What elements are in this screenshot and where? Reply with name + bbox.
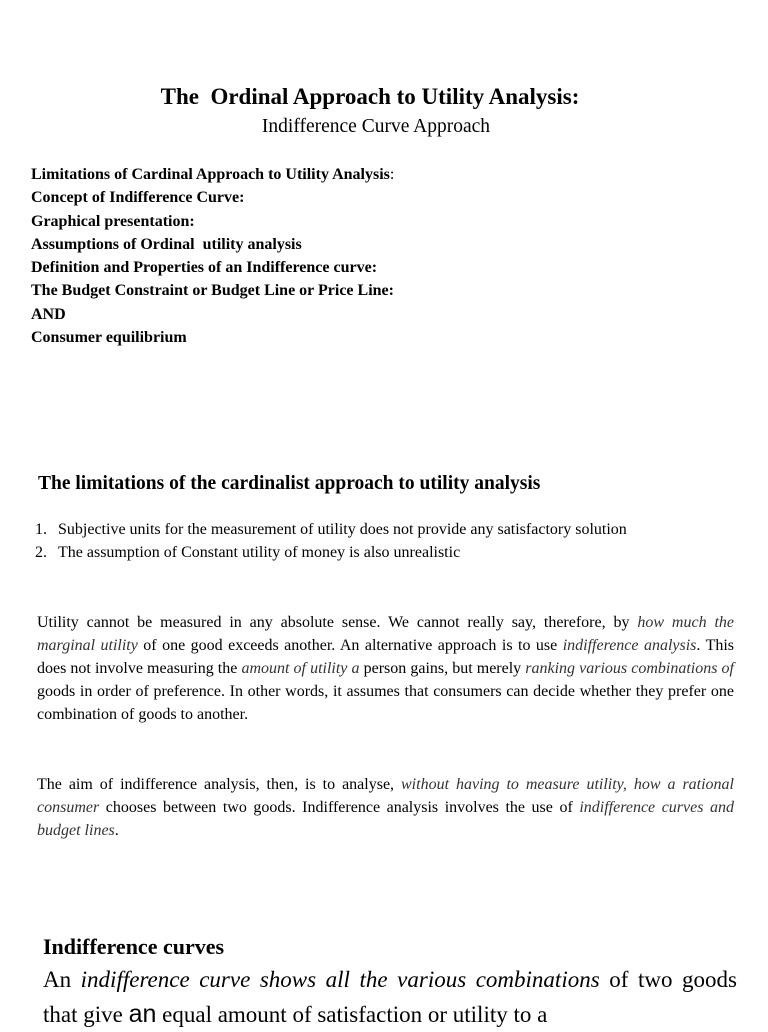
topic-item-colon: : xyxy=(389,166,395,183)
limitation-number: 2. xyxy=(35,544,47,561)
italic-run: indifference curves and budget lines xyxy=(37,799,735,839)
page-subtitle: Indifference Curve Approach xyxy=(261,116,491,137)
indifference-curves-heading: Indifference curves xyxy=(43,934,225,959)
topic-item: Graphical presentation: xyxy=(31,212,195,230)
text-run: person gains, but merely xyxy=(363,660,526,677)
topic-item: Consumer equilibrium xyxy=(31,329,187,347)
topics-list xyxy=(31,163,394,349)
aim-paragraph xyxy=(37,773,734,842)
text-run: goods in order of preference. In other words, it assumes that consumers can decide whether they prefer one combination of goods to another. xyxy=(37,683,734,723)
limitation-text: Subjective units for the measurement of utility does not provide any satisfactory solution xyxy=(58,521,627,538)
italic-run: ranking various combinations of xyxy=(525,660,735,677)
limitations-list xyxy=(35,518,735,564)
indifference-curves-body xyxy=(43,962,737,1032)
text-run: An xyxy=(43,967,81,992)
page-title: The Ordinal Approach to Utility Analysis: xyxy=(160,84,580,109)
topic-item xyxy=(31,163,394,186)
text-run: of one good exceeds another. An alternative approach is to use xyxy=(137,637,563,654)
topic-item: Concept of Indifference Curve: xyxy=(31,189,245,207)
italic-run: how much the marginal utility xyxy=(37,614,735,654)
text-run: The aim of indifference analysis, then, is to analyse, xyxy=(37,776,401,793)
text-run: . This does not involve measuring the xyxy=(37,637,735,677)
utility-paragraph xyxy=(37,611,734,726)
topic-item: Assumptions of Ordinal utility analysis xyxy=(31,235,302,253)
topic-item: Definition and Properties of an Indifference curve: xyxy=(31,259,378,277)
limitation-text: The assumption of Constant utility of money is also unrealistic xyxy=(58,544,461,561)
text-run: chooses between two goods. Indifference analysis involves the use of xyxy=(99,799,580,816)
italic-run: indifference curve shows all the various combinations xyxy=(80,967,600,992)
text-run: of two goods that give xyxy=(43,967,737,1027)
text-run: Utility cannot be measured in any absolute sense. We cannot really say, therefore, by xyxy=(37,614,638,631)
large-text-run: an xyxy=(128,1000,157,1028)
topic-item: AND xyxy=(31,305,66,323)
italic-run: amount of utility a xyxy=(241,660,364,677)
text-run: . xyxy=(114,822,119,839)
italic-run: without having to measure utility, how a rational consumer xyxy=(37,776,735,816)
text-run: equal amount of satisfaction or utility to a xyxy=(156,1002,548,1027)
limitation-number: 1. xyxy=(35,521,47,538)
topic-item-text: Limitations of Cardinal Approach to Utility Analysis xyxy=(31,166,390,183)
limitation-item xyxy=(35,541,735,564)
limitation-item xyxy=(35,518,735,541)
limitations-heading: The limitations of the cardinalist approach to utility analysis xyxy=(38,473,541,494)
topic-item: The Budget Constraint or Budget Line or Price Line: xyxy=(31,282,394,300)
italic-run: indifference analysis xyxy=(562,637,697,654)
